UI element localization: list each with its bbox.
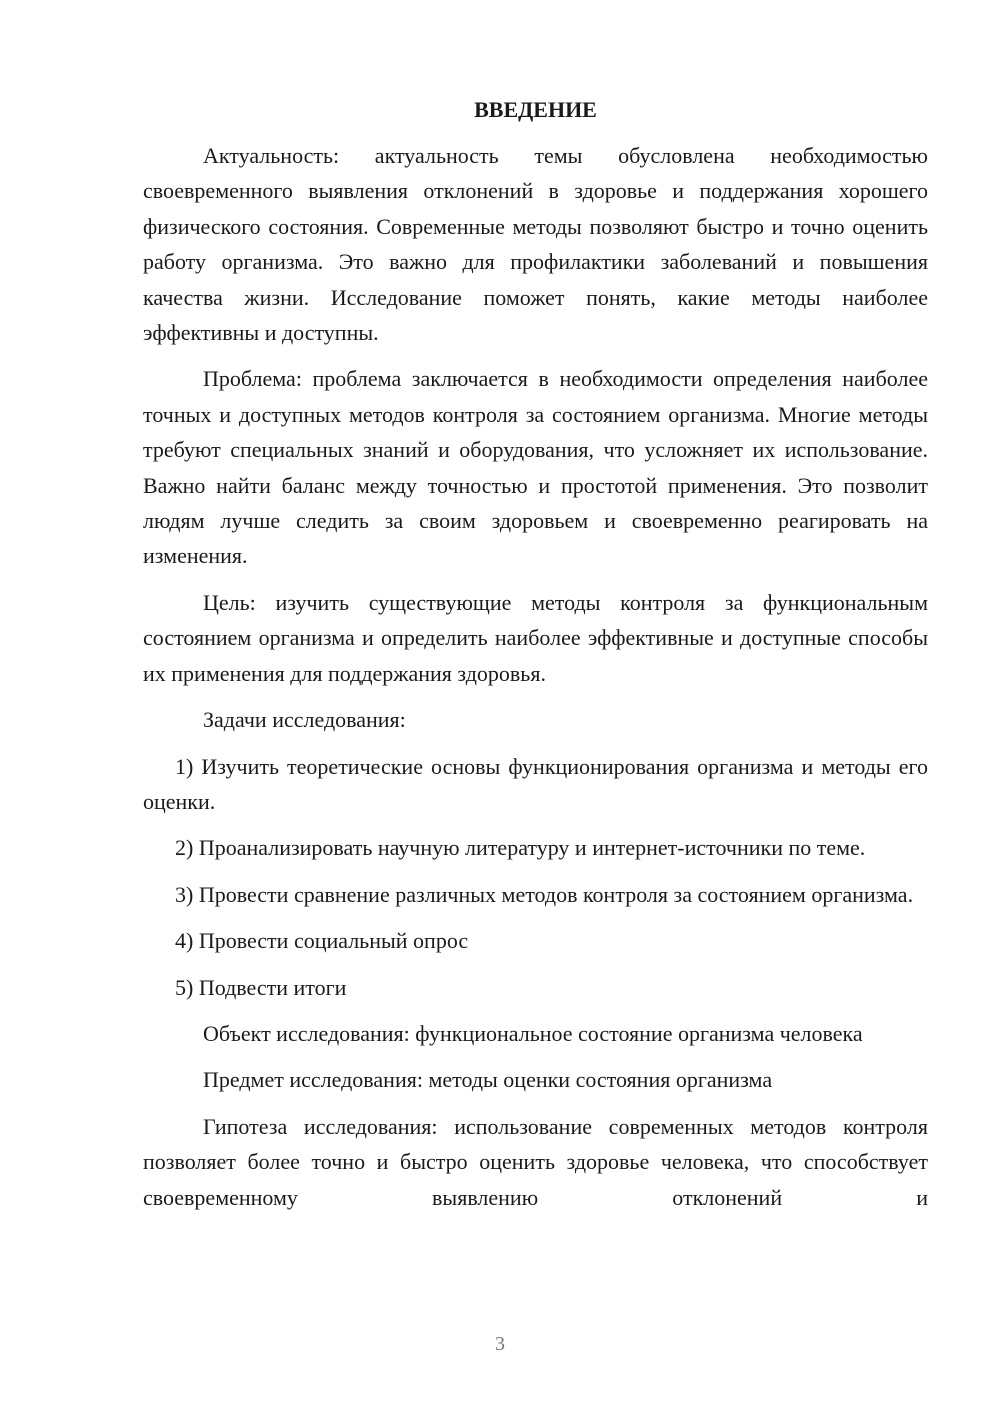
hypothesis-paragraph: Гипотеза исследования: использование современных методов контроля позволяет более точно и быстро оценить здоровье человека, что способствует своевременному выявлению отклонений и	[143, 1113, 928, 1210]
problem-paragraph: Проблема: проблема заключается в необходимости определения наиболее точных и доступных методов контроля за состоянием организма. Многие методы требуют специальных знаний и оборудования, что усложняет их использование. Важно найти баланс между точностью и простотой применения. Это позволит людям лучше следить за своим здоровьем и своевременно реагировать на изменения.	[143, 366, 928, 569]
tasks-heading: Задачи исследования:	[203, 707, 406, 733]
section-title: ВВЕДЕНИЕ	[474, 97, 597, 122]
page-number: 3	[495, 1333, 505, 1355]
goal-paragraph: Цель: изучить существующие методы контроля за функциональным состоянием организма и определить наиболее эффективные и доступные способы их применения для поддержания здоровья.	[143, 589, 928, 686]
task-item: 3) Провести сравнение различных методов контроля за состоянием организма.	[175, 881, 914, 907]
object-paragraph: Объект исследования: функциональное состояние организма человека	[203, 1020, 863, 1046]
task-item: 4) Провести социальный опрос	[175, 928, 469, 954]
relevance-paragraph: Актуальность: актуальность темы обусловлена необходимостью своевременного выявления отклонений в здоровье и поддержания хорошего физического состояния. Современные методы позволяют быстро и точно оценить работу организма. Это важно для профилактики заболеваний и повышения качества жизни. Исследование поможет понять, какие методы наиболее эффективны и доступны.	[143, 143, 928, 346]
page-content	[143, 92, 928, 1215]
subject-paragraph: Предмет исследования: методы оценки состояния организма	[203, 1067, 773, 1093]
task-item: 5) Подвести итоги	[175, 974, 347, 1000]
task-item: 1) Изучить теоретические основы функционирования организма и методы его оценки.	[143, 753, 928, 814]
task-item: 2) Проанализировать научную литературу и интернет-источники по теме.	[175, 835, 866, 861]
